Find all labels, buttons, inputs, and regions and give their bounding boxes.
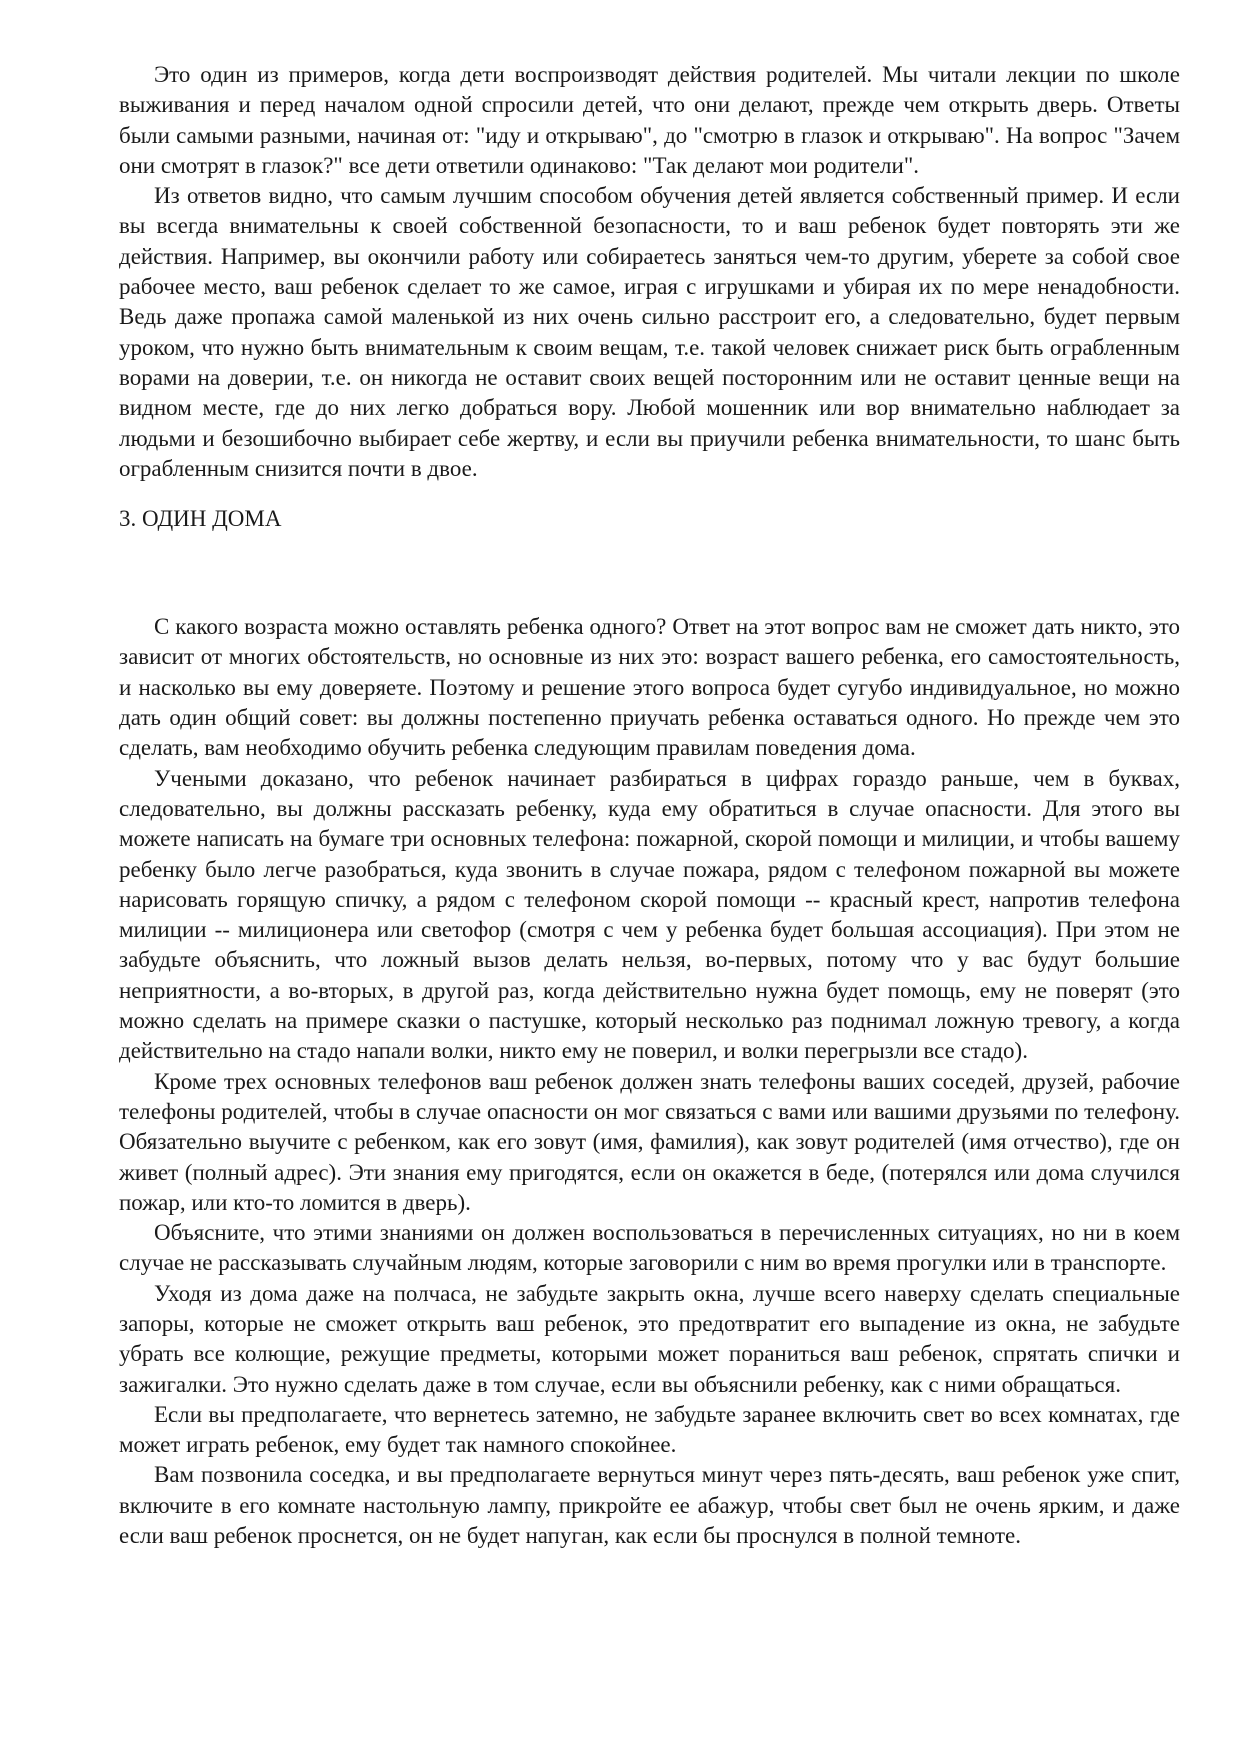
- paragraph-windows-safety: Уходя из дома даже на полчаса, не забудьте закрыть окна, лучше всего наверху сделать специальные запоры, которые не сможет открыть ваш ребенок, это предотвратит его выпадение из окна, не забудьте убрать все колющие, режущие предметы, которыми может пораниться ваш ребенок, спрятать спички и зажигалки. Это нужно сделать даже в том случае, если вы объяснили ребенку, как с ними обращаться.: [119, 1280, 1180, 1397]
- paragraph-lights: Если вы предполагаете, что вернетесь затемно, не забудьте заранее включить свет во всех комнатах, где может играть ребенок, ему будет так намного спокойнее.: [119, 1401, 1180, 1458]
- paragraph-own-example: Из ответов видно, что самым лучшим способом обучения детей является собственный пример. И если вы всегда внимательны к своей собственной безопасности, то и ваш ребенок будет повторять эти же действия. Например, вы окончили работу или собираетесь заняться чем-то другим, уберете за собой свое рабочее место, ваш ребенок сделает то же самое, играя с игрушками и убирая их по мере ненадобности. Ведь даже пропажа самой маленькой из них очень сильно расстроит его, а следовательно, будет первым уроком, что нужно быть внимательным к своим вещам, т.е. такой человек снижает риск быть ограбленным ворами на доверии, т.е. он никогда не оставит своих вещей посторонним или не оставит ценные вещи на видном месте, где до них легко добраться вору. Любой мошенник или вор внимательно наблюдает за людьми и безошибочно выбирает себе жертву, и если вы приучили ребенка внимательности, то шанс быть ограбленным снизится почти в двое.: [119, 183, 1180, 481]
- paragraph-example-parents: Это один из примеров, когда дети воспроизводят действия родителей. Мы читали лекции по школе выживания и перед началом одной спросили детей, что они делают, прежде чем открыть дверь. Ответы были самыми разными, начиная от: "иду и открываю", до "смотрю в глазок и открываю". На вопрос "Зачем они смотрят в глазок?" все дети ответили одинаково: "Так делают мои родители".: [119, 62, 1180, 178]
- section-heading-block: [119, 504, 1180, 534]
- paragraph-contacts: Кроме трех основных телефонов ваш ребенок должен знать телефоны ваших соседей, друзей, рабочие телефоны родителей, чтобы в случае опасности он мог связаться с вами или вашими друзьями по телефону. Обязательно выучите с ребенком, как его зовут (имя, фамилия), как зовут родителей (имя отчество), где он живет (полный адрес). Эти знания ему пригодятся, если он окажется в беде, (потерялся или дома случился пожар, или кто-то ломится в дверь).: [119, 1068, 1180, 1215]
- paragraph-night-lamp: Вам позвонила соседка, и вы предполагаете вернуться минут через пять-десять, ваш ребенок уже спит, включите в его комнате настольную лампу, прикройте ее абажур, чтобы свет был не очень ярким, и даже если ваш ребенок проснется, он не будет напуган, как если бы проснулся в полной темноте.: [119, 1462, 1180, 1549]
- paragraph-emergency-phones: Учеными доказано, что ребенок начинает разбираться в цифрах гораздо раньше, чем в буквах, следовательно, вы должны рассказать ребенку, куда ему обратиться в случае опасности. Для этого вы можете написать на бумаге три основных телефона: пожарной, скорой помощи и милиции, и чтобы вашему ребенку было легче разобраться, куда звонить в случае пожара, рядом с телефоном пожарной вы можете нарисовать горящую спичку, а рядом с телефоном скорой помощи -- красный крест, напротив телефона милиции -- милиционера или светофор (смотря с чем у ребенка будет большая ассоциация). При этом не забудьте объяснить, что ложный вызов делать нельзя, во-первых, потому что у вас будут большие неприятности, а во-вторых, в другой раз, когда действительно нужна будет помощь, ему не поверят (это можно сделать на примере сказки о пастушке, который несколько раз поднимал ложную тревогу, а когда действительно на стадо напали волки, никто ему не поверил, и волки перегрызли все стадо).: [119, 765, 1180, 1064]
- paragraph-strangers: Объясните, что этими знаниями он должен воспользоваться в перечисленных ситуациях, но ни в коем случае не рассказывать случайным людям, которые заговорили с ним во время прогулки или в транспорте.: [119, 1220, 1180, 1276]
- section-heading: 3. ОДИН ДОМА: [119, 506, 282, 532]
- paragraph-age-alone: С какого возраста можно оставлять ребенка одного? Ответ на этот вопрос вам не сможет дать никто, это зависит от многих обстоятельств, но основные из них это: возраст вашего ребенка, его самостоятельность, и насколько вы ему доверяете. Поэтому и решение этого вопроса будет сугубо индивидуальное, но можно дать один общий совет: вы должны постепенно приучать ребенка оставаться одного. Но прежде чем это сделать, вам необходимо обучить ребенка следующим правилам поведения дома.: [119, 614, 1180, 761]
- document-page: [119, 60, 1180, 1551]
